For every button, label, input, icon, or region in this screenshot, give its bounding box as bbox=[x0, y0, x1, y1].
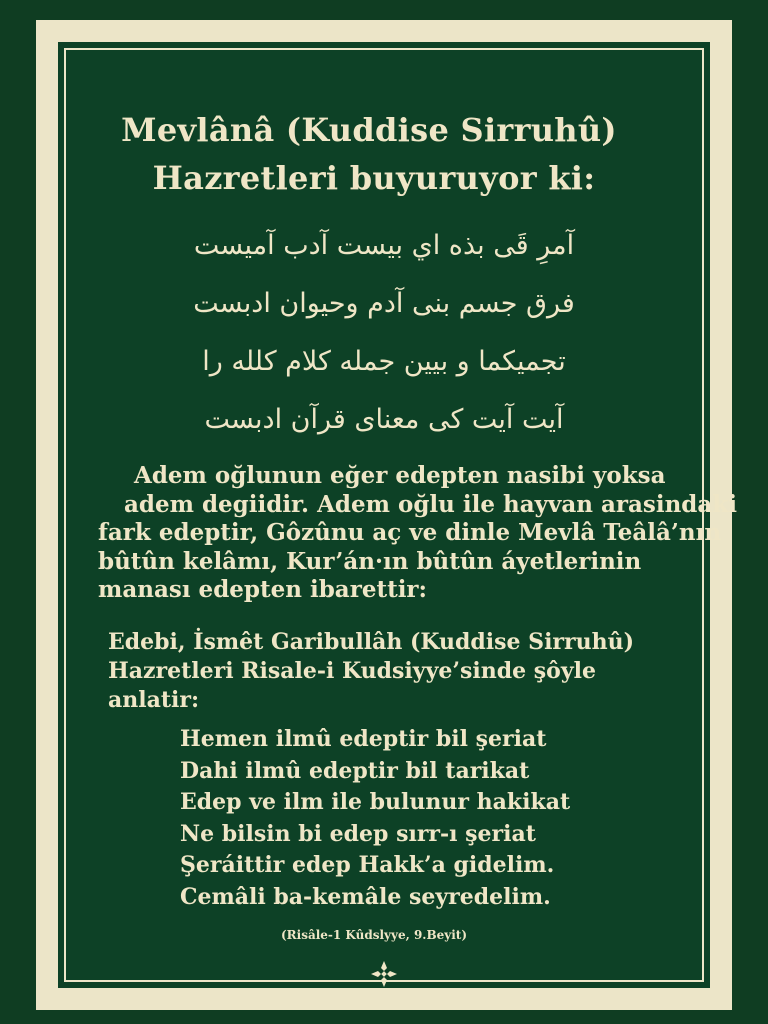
persian-verse-line-3: تجمیکما و بیین جمله کلام کلله را bbox=[202, 346, 566, 377]
persian-verse-line-1: آمرِ قَی بذه اي بیست آدب آمیست bbox=[193, 230, 575, 261]
intro-paragraph bbox=[108, 628, 690, 715]
poem-line: Hemen ilmû edeptir bil şeriat bbox=[180, 726, 547, 752]
outer-frame bbox=[36, 20, 737, 1010]
poem-line: Şeráittir edep Hakk’a gidelim. bbox=[180, 852, 555, 878]
translation-line: bûtûn kelâmı, Kur’án·ın bûtûn áyetlerinin bbox=[98, 547, 642, 575]
translation-line: fark edeptir, Gôzûnu aç ve dinle Mevlâ Teâlâ’nın bbox=[98, 519, 722, 546]
persian-verse-line-4: آیت آیت کی معنای قرآن ادبست bbox=[204, 404, 564, 435]
translation-line: adem degiidir. Adem oğlu ile hayvan arasindaki bbox=[124, 490, 737, 518]
intro-line: Hazretleri Risale-i Kudsiyye’sinde şôyle bbox=[108, 658, 596, 684]
intro-line: Edebi, İsmêt Garibullâh (Kuddise Sirruhû) bbox=[108, 629, 635, 655]
poem-line: Ne bilsin bi edep sırr-ı şeriat bbox=[180, 820, 536, 847]
green-panel bbox=[58, 42, 737, 988]
poem-line: Edep ve ilm ile bulunur hakikat bbox=[180, 789, 571, 815]
poem-line: Cemâli ba-kemâle seyredelim. bbox=[180, 883, 551, 910]
translation-paragraph bbox=[98, 462, 737, 605]
poem-line: Dahi ilmû edeptir bil tarikat bbox=[180, 757, 530, 784]
poem-stanza bbox=[180, 724, 690, 913]
translation-line: Adem oğlunun eğer edepten nasibi yoksa bbox=[134, 462, 666, 489]
heading-line-1: Mevlânâ (Kuddise Sirruhû) bbox=[121, 111, 617, 149]
diamond-flower-ornament-icon bbox=[370, 960, 398, 988]
source-citation: (Risâle-1 Kûdslyye, 9.Beyit) bbox=[280, 928, 468, 942]
plaque-content bbox=[58, 42, 737, 988]
translation-line: manası edepten ibarettir: bbox=[98, 576, 428, 603]
heading-line-2: Hazretleri buyuruyor ki: bbox=[152, 159, 596, 197]
intro-line: anlatir: bbox=[108, 687, 200, 713]
persian-verse-line-2: فرق جسم بنی آدم وحیوان ادبست bbox=[193, 288, 575, 319]
